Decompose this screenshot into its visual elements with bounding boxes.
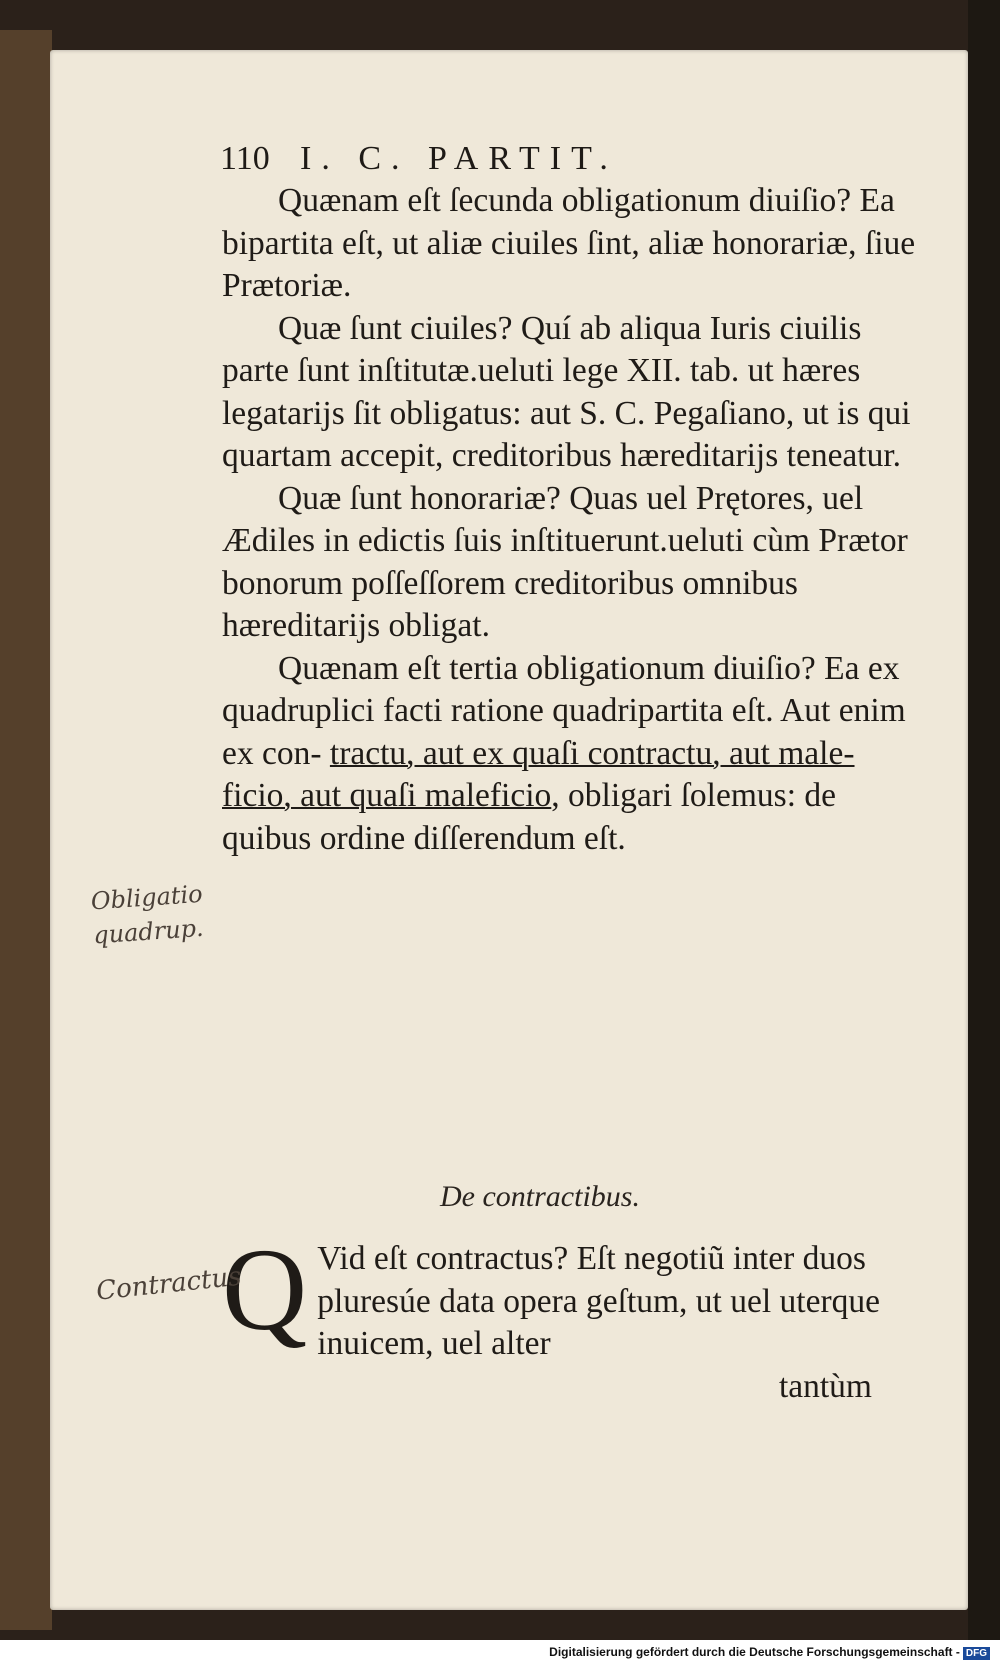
paragraph-4-intro: Quænam eſt tertia obligationum diuiſio? Ea ex quadruplici facti ratione quadripartita eſt. Aut enim ex con-: [222, 649, 906, 772]
paragraph-4-end: , obligari ſolemus: de quibus ordine diſſerendum eſt.: [222, 777, 836, 857]
drop-cap: Q: [222, 1224, 308, 1355]
underlined-text-2: ficio, aut quaſi maleficio: [222, 777, 552, 814]
paragraph-4: [222, 648, 922, 861]
page-number: 110: [220, 140, 270, 177]
footer-credit: [549, 1645, 990, 1660]
catchword: tantùm: [778, 1367, 872, 1405]
section-heading: De contractibus.: [440, 1180, 640, 1213]
dfg-logo: DFG: [963, 1647, 990, 1660]
facing-page-strip: [0, 30, 52, 1630]
paragraph-2: Quæ ſunt ciuiles? Quí ab aliqua Iuris ciuilis parte ſunt inſtitutæ.ueluti lege XII. tab. ut hæres legatarijs ſit obligatus: aut S. C. Pegaſiano, ut is qui quartam accepit, creditoribus hæreditarijs teneatur.: [222, 309, 911, 474]
marginal-note-2: Contractus: [94, 1261, 243, 1307]
marginal-note-1: Obligatio quadrup.: [89, 879, 205, 950]
paragraph-5: [222, 1224, 922, 1366]
paragraph-3: Quæ ſunt honorariæ? Quas uel Prętores, uel Ædiles in edictis ſuis inſtituerunt.ueluti cùm Prætor bonorum poſſeſſorem creditoribus omnibus hæreditarijs obligat.: [222, 479, 908, 644]
binding-edge: [968, 0, 1000, 1640]
running-title: I. C. PARTIT.: [300, 140, 618, 177]
paragraph-5-text: Vid eſt contractus? Eſt negotiũ inter duos pluresúe data opera geſtum, ut uel uterque inuicem, uel alter: [317, 1240, 880, 1362]
footer-text: Digitalisierung gefördert durch die Deutsche Forschungsgemeinschaft -: [549, 1645, 960, 1659]
body-text: [222, 180, 922, 860]
underlined-text-1: tractu, aut ex quaſi contractu, aut male-: [329, 734, 855, 772]
running-head: [220, 140, 750, 178]
paragraph-1: Quænam eſt ſecunda obligationum diuiſio? Ea bipartita eſt, ut aliæ ciuiles ſint, aliæ honorariæ, ſiue Prætoriæ.: [222, 182, 916, 304]
body-text-2: [222, 1224, 922, 1408]
